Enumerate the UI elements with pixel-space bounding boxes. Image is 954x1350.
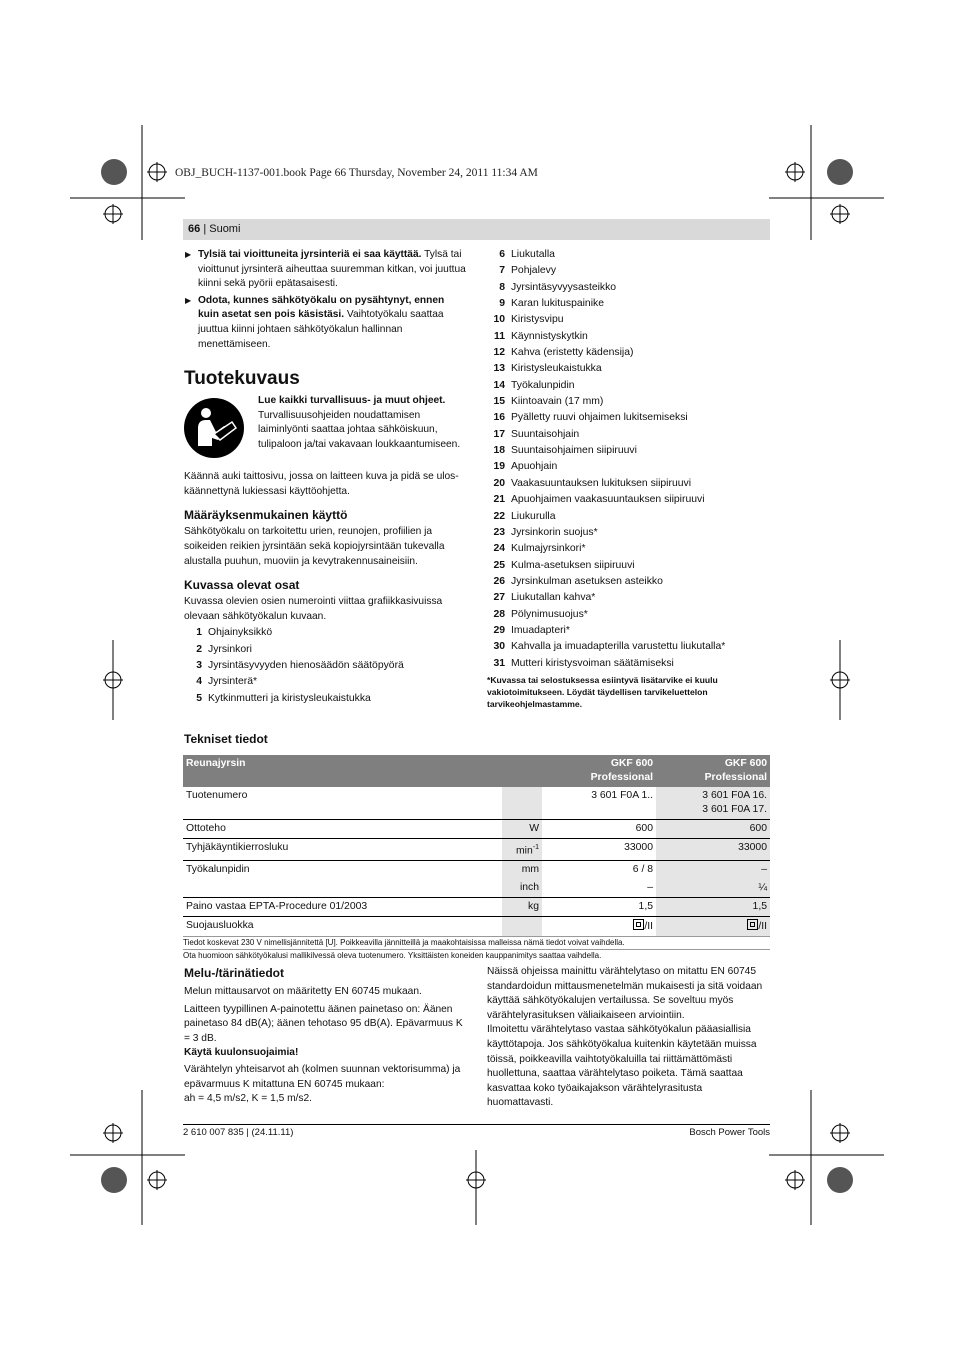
- part-number: 9: [499, 298, 505, 310]
- list-item: [487, 410, 770, 426]
- part-label: Pölynimusuojus*: [511, 608, 588, 620]
- list-item: [487, 558, 770, 574]
- part-label: Kulma-asetuksen siipiruuvi: [511, 559, 635, 571]
- part-number: 17: [493, 428, 505, 440]
- fold-note: Käännä auki taittosivu, jossa on laitteen kuva ja pidä se ulos-käännettynä lukiessasi käyttöohjetta.: [184, 471, 459, 497]
- footer-brand: Bosch Power Tools: [689, 1127, 770, 1138]
- list-item: [487, 639, 770, 655]
- part-number: 31: [493, 657, 505, 669]
- part-number: 13: [493, 363, 505, 375]
- header-separator: |: [203, 223, 207, 235]
- bullet-triangle-icon: ▶: [185, 295, 192, 305]
- warning-item: ▶ Tylsiä tai vioittuneita jyrsinteriä ei saa käyttää. Tylsä tai vioittunut jyrsinterä aiheuttaa suuremman kitkan, voi juuttua kiinni sekä pyörii epätasaisesti.: [185, 249, 466, 290]
- list-item: [487, 525, 770, 541]
- part-label: Kahvalla ja imuadapterilla varustettu liukutalla*: [511, 641, 726, 653]
- list-item: [487, 345, 770, 361]
- footer-rule: [183, 1124, 770, 1125]
- list-item: [487, 607, 770, 623]
- part-label: Liukutallan kahva*: [511, 592, 596, 604]
- warning-item: ▶ Odota, kunnes sähkötyökalu on pysähtynyt, ennen kuin asetat sen pois käsistäsi. Vaihtotyökalu saattaa juuttua kiinni johtaen sähkötyökalun hallinnan menettämiseen.: [185, 294, 445, 350]
- part-label: Pyälletty ruuvi ohjaimen lukitsemiseksi: [511, 412, 688, 424]
- left-column: [184, 248, 466, 707]
- parts-list-left: [184, 625, 466, 707]
- page-header: [183, 219, 770, 240]
- part-label: Karan lukituspainike: [511, 298, 604, 310]
- list-item: [487, 476, 770, 492]
- part-number: 10: [493, 314, 505, 326]
- part-number: 11: [494, 330, 505, 342]
- part-label: Työkalunpidin: [511, 379, 575, 391]
- part-number: 29: [493, 624, 505, 636]
- table-row: Ottoteho W 600 600: [183, 820, 770, 839]
- footer-doc-number: 2 610 007 835 | (24.11.11): [183, 1127, 294, 1138]
- list-item: [487, 329, 770, 345]
- part-label: Apuohjaimen vaakasuuntauksen siipiruuvi: [511, 494, 705, 506]
- part-number: 22: [493, 510, 505, 522]
- part-number: 26: [493, 575, 505, 587]
- part-label: Pohjalevy: [511, 265, 557, 277]
- part-label: Mutteri kiristysvoiman säätämiseksi: [511, 657, 674, 669]
- part-label: Suuntaisohjain: [511, 428, 580, 440]
- accessory-note: *Kuvassa tai selostuksessa esiintyvä lisätarvike ei kuulu vakiotoimitukseen. Löydät täydellisen tarvikeluettelon tarvikeohjelmastamme.: [487, 674, 718, 709]
- safety-block: Lue kaikki turvallisuus- ja muut ohjeet. Turvallisuusohjeiden noudattamisen laiminlyönti saattaa johtaa sähköiskuun, tulipaloon ja/tai vakavaan loukkaantumiseen.: [184, 394, 466, 466]
- list-item: [487, 427, 770, 443]
- part-number: 8: [499, 281, 505, 293]
- part-label: Liukutalla: [511, 249, 555, 260]
- part-number: 21: [493, 494, 505, 506]
- list-item: [184, 642, 466, 658]
- list-item: [184, 658, 466, 674]
- part-number: 18: [493, 445, 505, 457]
- list-item: [184, 691, 466, 707]
- list-item: [487, 280, 770, 296]
- tech-footnote-2: Ota huomioon sähkötyökalusi mallikilvessä oleva tuotenumero. Yksittäisten koneiden kauppanimitys saattaa vaihdella.: [183, 949, 770, 962]
- part-number: 7: [499, 265, 505, 277]
- list-item: [487, 541, 770, 557]
- right-column: [487, 247, 770, 710]
- part-label: Kiristysleukaistukka: [511, 363, 602, 375]
- table-row: Paino vastaa EPTA-Procedure 01/2003 kg 1,5 1,5: [183, 898, 770, 917]
- bullet-triangle-icon: ▶: [185, 250, 192, 259]
- part-number: 15: [493, 396, 505, 408]
- parts-list-right: [487, 247, 770, 672]
- table-header-row: Reunajyrsin GKF 600 Professional GKF 600 Professional: [183, 755, 770, 787]
- part-number: 25: [493, 559, 505, 571]
- read-manual-icon: [184, 398, 244, 458]
- part-label: Jyrsinkulman asetuksen asteikko: [511, 575, 663, 587]
- part-number: 27: [493, 592, 505, 604]
- section-title: Tuotekuvaus: [184, 368, 300, 390]
- table-row: Tyhjäkäyntikierrosluku $\min^{-1}$ 33000 33000: [183, 839, 770, 861]
- part-label: Jyrsintäsyvyyden hienosäädön säätöpyörä: [208, 660, 404, 671]
- class-ii-icon: [633, 919, 644, 930]
- list-item: [487, 623, 770, 639]
- part-label: Jyrsinterä*: [208, 676, 258, 688]
- part-number: 19: [493, 461, 505, 473]
- noise-right: Näissä ohjeissa mainittu värähtelytaso on mitattu EN 60745 standardoidun mittausmenetelmän mukaisesti ja sitä voidaan käyttää sähkötyökalujen vertailussa. Se soveltuu myös värähtelyrasituksen väliaikaiseen arviointiin. Ilmoitettu värähtelytaso vastaa sähkötyökalun pääasiallisia käyttötapoja. Jos sähkötyökalua kuitenkin käytetään muissa töissä, poikkeavilla vaihtotyökaluilla tai riittämättömästi huollettuna, saattaa värähtelytaso poiketa. Tämä saattaa kasvattaa koko työaikajakson värähtelyrasitusta huomattavasti.: [487, 966, 763, 1109]
- part-label: Kahva (eristetty kädensija): [511, 347, 634, 359]
- part-number: 12: [493, 347, 505, 359]
- tech-table-wrap: [183, 755, 770, 962]
- tech-heading: Tekniset tiedot: [184, 732, 268, 746]
- list-item: [487, 312, 770, 328]
- table-row: Työkalunpidin mm 6 / 8 –: [183, 861, 770, 880]
- list-item: [487, 378, 770, 394]
- part-label: Ohjainyksikkö: [208, 627, 273, 639]
- list-item: [487, 459, 770, 475]
- list-item: [487, 361, 770, 377]
- part-number: 24: [493, 543, 505, 555]
- list-item: [487, 574, 770, 590]
- part-number: 4: [196, 676, 202, 688]
- list-item: [487, 394, 770, 410]
- page-number: 66: [188, 223, 201, 235]
- part-number: 1: [196, 627, 202, 639]
- part-number: 3: [196, 660, 202, 671]
- part-label: Kiristysvipu: [511, 314, 564, 326]
- part-label: Jyrsinkorin suojus*: [511, 526, 598, 538]
- list-item: [487, 492, 770, 508]
- parts-heading: Kuvassa olevat osat: [184, 578, 300, 593]
- table-row: inch – ¼: [183, 879, 770, 898]
- part-label: Imuadapteri*: [511, 624, 570, 636]
- part-label: Kytkinmutteri ja kiristysleukaistukka: [208, 692, 371, 704]
- part-label: Jyrsintäsyvyysasteikko: [511, 281, 617, 293]
- list-item: [487, 509, 770, 525]
- tech-table: [183, 755, 770, 936]
- list-item: [487, 247, 770, 263]
- part-number: 14: [493, 379, 505, 391]
- list-item: [184, 674, 466, 690]
- list-item: [487, 656, 770, 672]
- part-number: 5: [196, 692, 202, 704]
- list-item: [184, 625, 466, 641]
- parts-intro: Kuvassa olevien osien numerointi viittaa grafiikkasivuissa olevaan sähkötyökalun kuvaan.: [184, 596, 443, 622]
- part-number: 20: [493, 477, 505, 489]
- part-number: 16: [493, 412, 505, 424]
- part-label: Kulmajyrsinkori*: [511, 543, 586, 555]
- tech-footnote-1: Tiedot koskevat 230 V nimellisjännitettä [U]. Poikkeavilla jännitteillä ja maakohtaisissa malleissa nämä tiedot voivat vaihdella.: [183, 936, 770, 949]
- part-label: Liukurulla: [511, 510, 556, 522]
- part-label: Apuohjain: [511, 461, 558, 473]
- noise-left: Melu-/tärinätiedot Melun mittausarvot on määritetty EN 60745 mukaan. Laitteen tyypillinen A-painotettu äänen painetaso on: Äänen painetaso 84 dB(A); äänen tehotaso 95 dB(A). Epävarmuus K = 3 dB. Käytä kuulonsuojaimia! Värähtelyn yhteisarvot ah (kolmen suunnan vektorisumma) ja epävarmuus K mitattuna EN 60745 mukaan: ah = 4,5 m/s2, K = 1,5 m/s2.: [184, 965, 466, 1107]
- part-number: 28: [493, 608, 505, 620]
- part-label: Käynnistyskytkin: [511, 330, 588, 342]
- noise-heading: Melu-/tärinätiedot: [184, 966, 285, 980]
- print-info: OBJ_BUCH-1137-001.book Page 66 Thursday, November 24, 2011 11:34 AM: [175, 167, 538, 179]
- intended-use-text: Sähkötyökalu on tarkoitettu urien, reunojen, profiilien ja soikeiden reikien jyrsintään sekä kopiojyrsintään tukevalla alustalla puuhun, muoviin ja kevytrakennusaineisiin.: [184, 526, 445, 567]
- table-row: Suojausluokka /II /II: [183, 917, 770, 937]
- list-item: [487, 296, 770, 312]
- part-number: 2: [196, 643, 202, 655]
- part-label: Jyrsinkori: [208, 643, 252, 655]
- class-ii-icon: [747, 919, 758, 930]
- table-row: Tuotenumero 3 601 F0A 1.. 3 601 F0A 16. 3 601 F0A 17.: [183, 787, 770, 820]
- part-number: 23: [493, 526, 505, 538]
- list-item: [487, 263, 770, 279]
- part-number: 6: [499, 249, 505, 260]
- part-label: Vaakasuuntauksen lukituksen siipiruuvi: [511, 477, 692, 489]
- section-name: Suomi: [209, 223, 241, 235]
- part-number: 30: [493, 641, 505, 653]
- intended-use-heading: Määräyksenmukainen käyttö: [184, 508, 348, 523]
- list-item: [487, 443, 770, 459]
- part-label: Kiintoavain (17 mm): [511, 396, 604, 408]
- list-item: [487, 590, 770, 606]
- part-label: Suuntaisohjaimen siipiruuvi: [511, 445, 637, 457]
